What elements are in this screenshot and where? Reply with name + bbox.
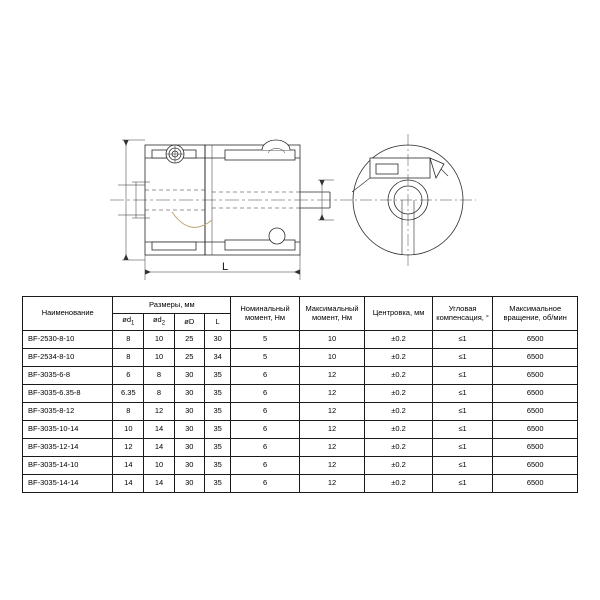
cell-rotation: 6500 (493, 475, 578, 493)
cell-d2: 14 (144, 439, 174, 457)
cell-name: BF-2534-8-10 (23, 349, 113, 367)
cell-centering: ±0.2 (365, 439, 432, 457)
table-header-row-1 (23, 297, 578, 314)
specifications-table (22, 296, 578, 493)
table-row (23, 331, 578, 349)
header-d2-sub: 2 (161, 320, 166, 327)
cell-d2: 10 (144, 331, 174, 349)
header-max-rotation: Максимальное вращение, об/мин (493, 297, 578, 331)
cell-nominal-torque: 6 (231, 421, 299, 439)
coupling-side-view (110, 140, 340, 255)
cell-centering: ±0.2 (365, 367, 432, 385)
cell-max-torque: 12 (299, 457, 365, 475)
cell-d2: 14 (144, 475, 174, 493)
header-L: L (204, 314, 231, 331)
cell-dD: 30 (174, 457, 204, 475)
cell-L: 34 (204, 349, 231, 367)
cell-L: 35 (204, 457, 231, 475)
header-d2-text: ød (152, 315, 162, 325)
cell-rotation: 6500 (493, 421, 578, 439)
header-d1 (113, 314, 144, 331)
cell-name: BF-3035-6.35-8 (23, 385, 113, 403)
cell-dD: 30 (174, 385, 204, 403)
cell-d1: 14 (113, 457, 144, 475)
table-row (23, 403, 578, 421)
cell-dD: 25 (174, 349, 204, 367)
cell-nominal-torque: 6 (231, 457, 299, 475)
header-dD: øD (174, 314, 204, 331)
table-row (23, 349, 578, 367)
cell-dD: 30 (174, 367, 204, 385)
cell-name: BF-3035-14-10 (23, 457, 113, 475)
cell-d1: 12 (113, 439, 144, 457)
cell-rotation: 6500 (493, 439, 578, 457)
cell-L: 35 (204, 385, 231, 403)
header-d2 (144, 314, 174, 331)
header-d1-text: ød (122, 315, 132, 325)
cell-rotation: 6500 (493, 457, 578, 475)
header-sizes-group: Размеры, мм (113, 297, 231, 314)
cell-dD: 30 (174, 421, 204, 439)
cell-d2: 8 (144, 385, 174, 403)
dimension-label-L: L (222, 261, 229, 273)
cell-d1: 6.35 (113, 385, 144, 403)
cell-rotation: 6500 (493, 403, 578, 421)
table-row (23, 475, 578, 493)
cell-max-torque: 12 (299, 475, 365, 493)
cell-nominal-torque: 5 (231, 349, 299, 367)
cell-name: BF-3035-14-14 (23, 475, 113, 493)
cell-dD: 25 (174, 331, 204, 349)
table-row (23, 385, 578, 403)
cell-angular: ≤1 (432, 439, 493, 457)
coupling-end-view (340, 134, 476, 266)
cell-name: BF-3035-10-14 (23, 421, 113, 439)
cell-d2: 10 (144, 457, 174, 475)
header-centering: Центровка, мм (365, 297, 432, 331)
cell-dD: 30 (174, 475, 204, 493)
cell-max-torque: 12 (299, 421, 365, 439)
cell-centering: ±0.2 (365, 349, 432, 367)
cell-dD: 30 (174, 439, 204, 457)
cell-d1: 8 (113, 349, 144, 367)
cell-L: 30 (204, 331, 231, 349)
cell-angular: ≤1 (432, 367, 493, 385)
cell-name: BF-3035-6-8 (23, 367, 113, 385)
cell-angular: ≤1 (432, 421, 493, 439)
cell-angular: ≤1 (432, 349, 493, 367)
cell-d2: 10 (144, 349, 174, 367)
coupling-spec-table (22, 296, 578, 493)
cell-nominal-torque: 6 (231, 403, 299, 421)
cell-centering: ±0.2 (365, 331, 432, 349)
cell-max-torque: 12 (299, 439, 365, 457)
header-d1-sub: 1 (131, 320, 135, 327)
cell-angular: ≤1 (432, 385, 493, 403)
cell-centering: ±0.2 (365, 403, 432, 421)
cell-L: 35 (204, 439, 231, 457)
cell-dD: 30 (174, 403, 204, 421)
cell-max-torque: 10 (299, 349, 365, 367)
cell-L: 35 (204, 475, 231, 493)
cell-angular: ≤1 (432, 403, 493, 421)
cell-angular: ≤1 (432, 475, 493, 493)
table-row (23, 439, 578, 457)
table-row (23, 367, 578, 385)
cell-angular: ≤1 (432, 457, 493, 475)
cell-nominal-torque: 6 (231, 367, 299, 385)
cell-max-torque: 12 (299, 367, 365, 385)
cell-rotation: 6500 (493, 385, 578, 403)
cell-nominal-torque: 5 (231, 331, 299, 349)
cell-name: BF-3035-8-12 (23, 403, 113, 421)
cell-L: 35 (204, 421, 231, 439)
cell-d1: 10 (113, 421, 144, 439)
cell-nominal-torque: 6 (231, 439, 299, 457)
table-row (23, 421, 578, 439)
cell-L: 35 (204, 367, 231, 385)
cell-nominal-torque: 6 (231, 475, 299, 493)
cell-L: 35 (204, 403, 231, 421)
cell-d1: 6 (113, 367, 144, 385)
cell-centering: ±0.2 (365, 475, 432, 493)
cell-nominal-torque: 6 (231, 385, 299, 403)
cell-d1: 14 (113, 475, 144, 493)
cell-d1: 8 (113, 331, 144, 349)
technical-drawing (0, 120, 600, 290)
cell-centering: ±0.2 (365, 385, 432, 403)
table-row (23, 457, 578, 475)
cell-centering: ±0.2 (365, 421, 432, 439)
cell-max-torque: 12 (299, 385, 365, 403)
cell-d1: 8 (113, 403, 144, 421)
cell-centering: ±0.2 (365, 457, 432, 475)
header-name: Наименование (23, 297, 113, 331)
cell-d2: 12 (144, 403, 174, 421)
cell-rotation: 6500 (493, 331, 578, 349)
cell-max-torque: 12 (299, 403, 365, 421)
header-angular-compensation: Угловая компенсация, ° (432, 297, 493, 331)
header-nominal-torque: Номинальный момент, Нм (231, 297, 299, 331)
cell-name: BF-2530-8-10 (23, 331, 113, 349)
cell-rotation: 6500 (493, 349, 578, 367)
cell-angular: ≤1 (432, 331, 493, 349)
header-max-torque: Максимальный момент, Нм (299, 297, 365, 331)
table-body (23, 331, 578, 493)
cell-d2: 8 (144, 367, 174, 385)
cell-max-torque: 10 (299, 331, 365, 349)
cell-rotation: 6500 (493, 367, 578, 385)
cell-name: BF-3035-12-14 (23, 439, 113, 457)
cell-d2: 14 (144, 421, 174, 439)
